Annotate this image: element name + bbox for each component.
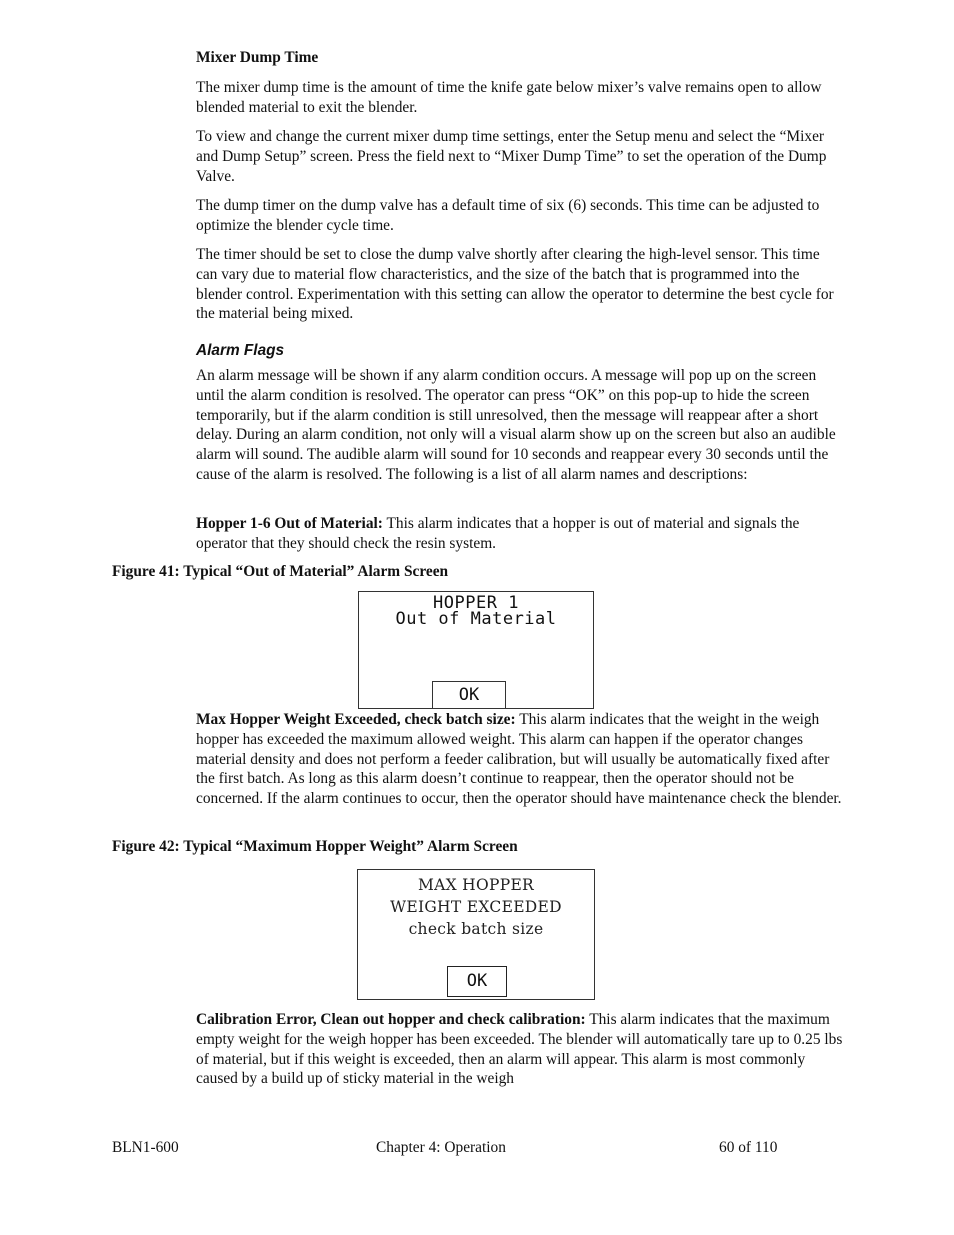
- alarm-description: This alarm indicates that the maximum empty weight for the weigh hopper has been exceeded. The blender will automatically tare up to 0.25 lbs of material, but if this weight is exceeded, then an alarm will appear. This alarm is most commonly caused by a build up of sticky material in the weigh: [196, 1011, 843, 1088]
- heading-alarm-flags: Alarm Flags: [196, 342, 285, 359]
- ok-button[interactable]: OK: [432, 681, 506, 709]
- alarm-name: Calibration Error, Clean out hopper and check calibration:: [196, 1011, 586, 1028]
- ok-button[interactable]: OK: [447, 966, 507, 997]
- max-hopper-weight-alarm-screen: [357, 869, 595, 1000]
- paragraph-out-of-material: [196, 514, 844, 554]
- paragraph-text: To view and change the current mixer dump time settings, enter the Setup menu and select the “Mixer and Dump Setup” screen. Press the field next to “Mixer Dump Time” to set the operation of the Dump Valve.: [196, 128, 827, 185]
- alarm-screen-title: HOPPER 1: [433, 593, 519, 613]
- alarm-name: Hopper 1-6 Out of Material:: [196, 515, 383, 532]
- paragraph-text: An alarm message will be shown if any alarm condition occurs. A message will pop up on the screen until the alarm condition is resolved. The operator can press “OK” on this pop-up to hide the screen temporarily, but if the alarm condition is still unresolved, then the message will reappear after a short delay. During an alarm condition, not only will a visual alarm show up on the screen but also an audible alarm will sound. The audible alarm will sound for 10 seconds and reappear every 30 seconds until the cause of the alarm is resolved. The following is a list of all alarm names and descriptions:: [196, 367, 836, 483]
- paragraph-mixer-setup: [196, 127, 844, 186]
- alarm-screen-subtitle: WEIGHT EXCEEDED: [390, 898, 562, 916]
- alarm-name: Max Hopper Weight Exceeded, check batch size:: [196, 711, 516, 728]
- footer-chapter: Chapter 4: Operation: [376, 1139, 506, 1156]
- heading-mixer-dump-time: Mixer Dump Time: [196, 49, 319, 66]
- paragraph-text: The dump timer on the dump valve has a default time of six (6) seconds. This time can be adjusted to optimize the blender cycle time.: [196, 197, 820, 234]
- footer-document-id: BLN1-600: [112, 1139, 179, 1156]
- out-of-material-alarm-screen: [358, 591, 594, 709]
- figure-42-caption: Figure 42: Typical “Maximum Hopper Weight” Alarm Screen: [112, 838, 518, 855]
- paragraph-dump-timer: [196, 196, 844, 236]
- paragraph-max-hopper-weight: [196, 710, 844, 809]
- figure-41-caption: Figure 41: Typical “Out of Material” Alarm Screen: [112, 563, 449, 580]
- alarm-description: This alarm indicates that the weight in the weigh hopper has exceeded the maximum allowed weight. This alarm can happen if the operator changes material density and does not perform a feeder calibration, but will usually be automatically fixed after the first batch. As long as this alarm doesn’t continue to reappear, then the operator should not be concerned. If the alarm continues to occur, then the operator should have maintenance check the blender.: [196, 711, 842, 808]
- paragraph-alarm-intro: [196, 366, 844, 485]
- paragraph-timer-close: [196, 245, 844, 324]
- paragraph-calibration-error: [196, 1010, 844, 1089]
- alarm-screen-message: Out of Material: [395, 609, 557, 629]
- paragraph-mixer-intro: [196, 78, 844, 118]
- footer-page-number: 60 of 110: [719, 1139, 778, 1156]
- paragraph-text: The timer should be set to close the dump valve shortly after clearing the high-level sensor. This time can vary due to material flow characteristics, and the size of the batch that is programmed into the blender control. Experimentation with this setting can allow the operator to determine the best cycle for the material being mixed.: [196, 246, 834, 323]
- alarm-screen-message: check batch size: [408, 920, 544, 938]
- alarm-description: This alarm indicates that a hopper is out of material and signals the operator that they should check the resin system.: [196, 515, 800, 552]
- alarm-screen-title: MAX HOPPER: [417, 876, 535, 894]
- paragraph-text: The mixer dump time is the amount of time the knife gate below mixer’s valve remains open to allow blended material to exit the blender.: [196, 79, 822, 116]
